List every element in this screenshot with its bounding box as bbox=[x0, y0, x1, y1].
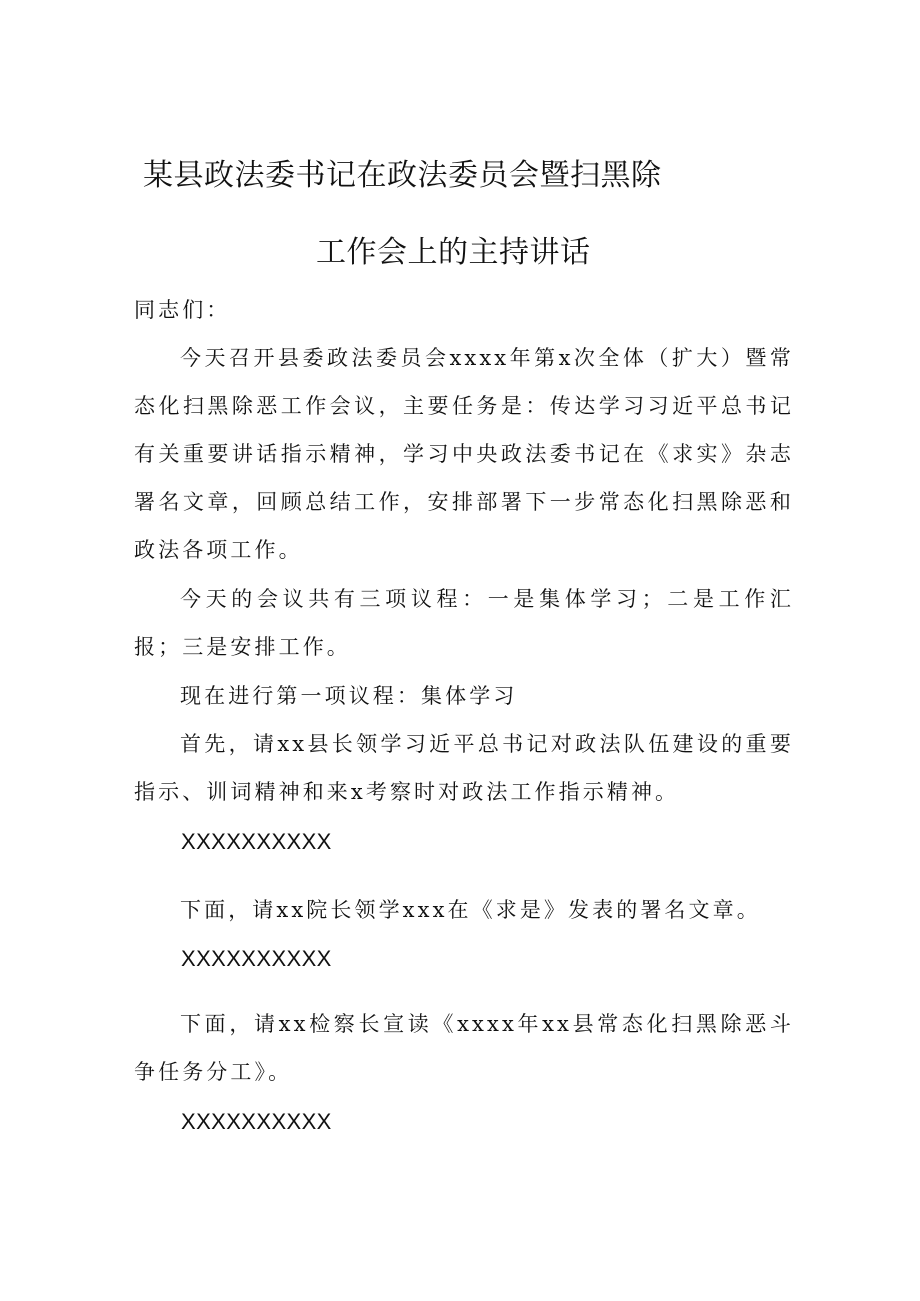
placeholder-text: XXXXXXXXXX bbox=[181, 1109, 332, 1134]
paragraph-first-agenda-item: 现在进行第一项议程：集体学习 bbox=[180, 684, 518, 708]
placeholder-text: XXXXXXXXXX bbox=[181, 946, 332, 971]
paragraph-agenda: 今天的会议共有三项议程：一是集体学习；二是工作汇报；三是安排工作。 bbox=[134, 587, 794, 659]
paragraph-court-president-study: 下面，请xx院长领学xxx在《求是》发表的署名文章。 bbox=[180, 898, 761, 922]
paragraph-county-head-study: 首先，请xx县长领学习近平总书记对政法队伍建设的重要指示、训词精神和来x考察时对政法工作指示精神。 bbox=[134, 732, 794, 804]
paragraph-meeting-purpose: 今天召开县委政法委员会xxxx年第x次全体（扩大）暨常态化扫黑除恶工作会议，主要任务是：传达学习习近平总书记有关重要讲话指示精神，学习中央政法委书记在《求实》杂志署名文章，回顾总结工作，安排部署下一步常态化扫黑除恶和政法各项工作。 bbox=[134, 346, 794, 562]
placeholder-text: XXXXXXXXXX bbox=[181, 829, 332, 854]
document-title-line-1: 某县政法委书记在政法委员会暨扫黑除 bbox=[143, 158, 662, 193]
paragraph-procurator-reading: 下面，请xx检察长宣读《xxxx年xx县常态化扫黑除恶斗争任务分工》。 bbox=[134, 1012, 794, 1084]
document-title-line-2: 工作会上的主持讲话 bbox=[316, 235, 591, 270]
salutation: 同志们： bbox=[134, 298, 231, 322]
